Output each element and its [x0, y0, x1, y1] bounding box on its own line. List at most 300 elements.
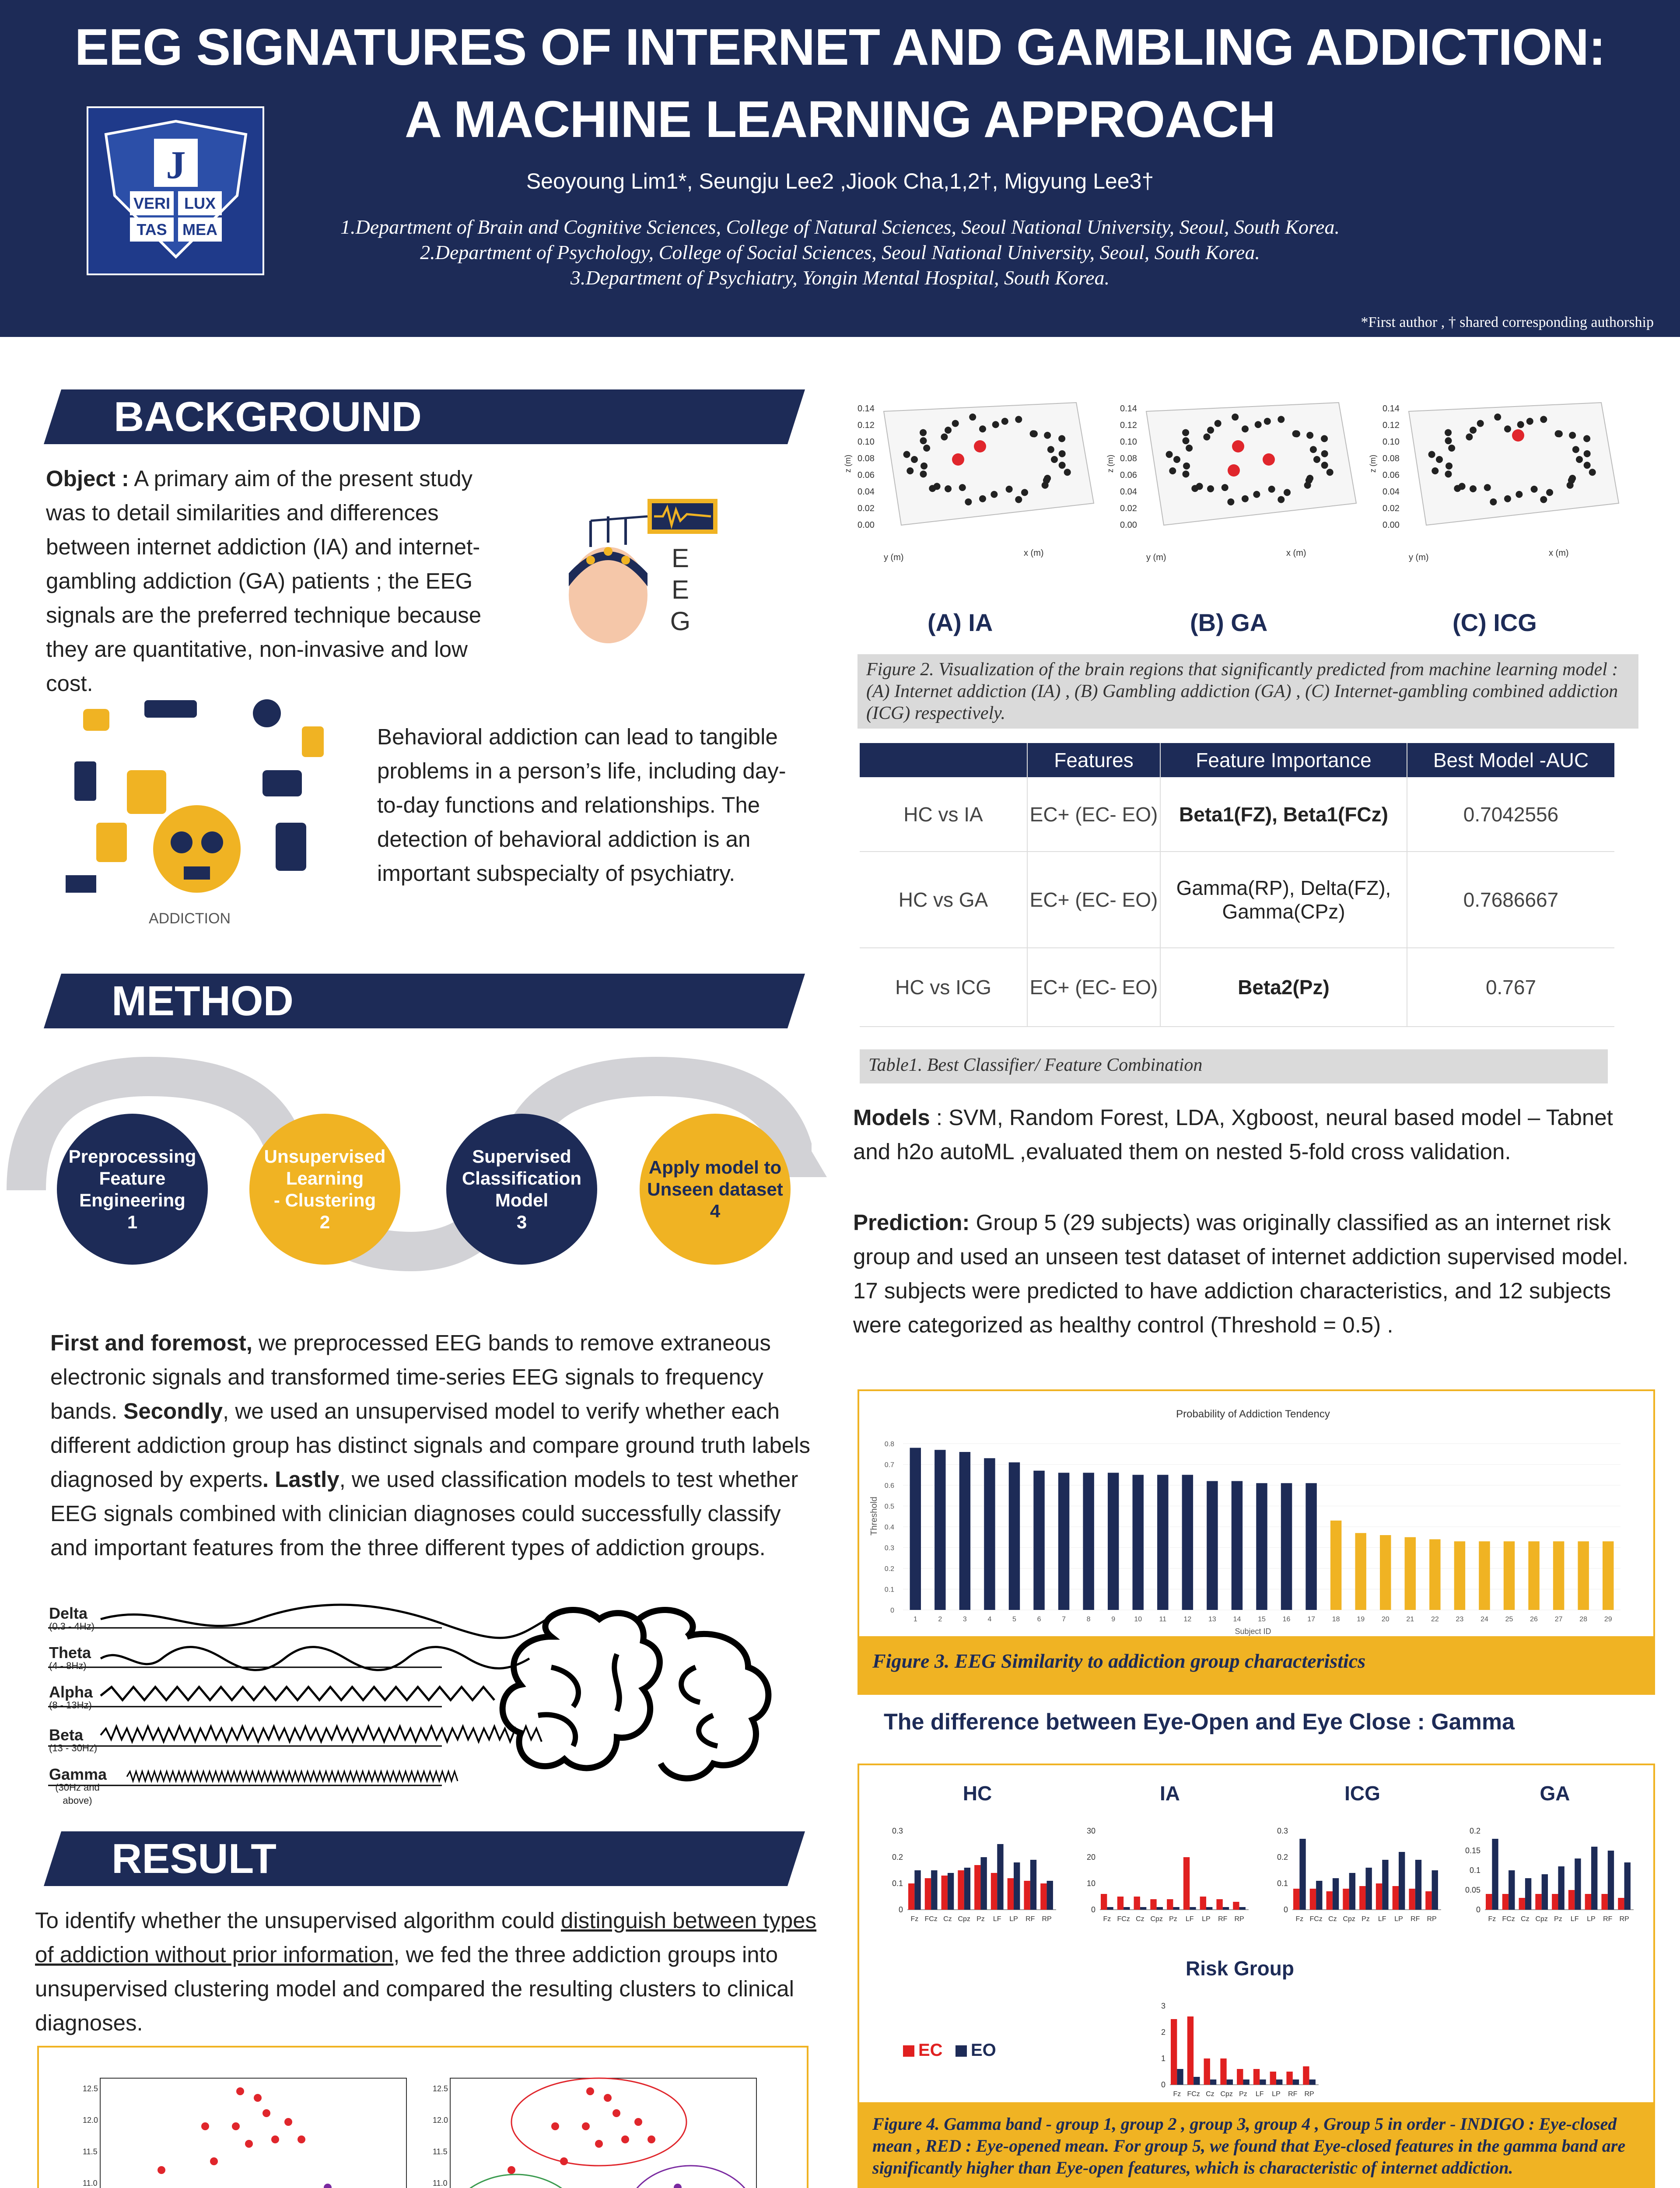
- table1: [860, 743, 1614, 1027]
- x-tick-label: 3: [962, 1616, 967, 1623]
- bar: [1479, 1541, 1490, 1610]
- electrode-dot: [1326, 469, 1334, 476]
- eo-bar: [1194, 2077, 1200, 2085]
- electrode-dot: [1470, 427, 1477, 434]
- x-tick-label: LF: [1378, 1915, 1386, 1923]
- table1-header-row: [860, 743, 1614, 777]
- bar: [1553, 1541, 1564, 1610]
- table1-header-1: Features: [1027, 743, 1160, 777]
- electrode-dot: [1306, 475, 1313, 482]
- y-tick-label: 20: [1086, 1853, 1096, 1862]
- eo-bar: [1575, 1858, 1581, 1910]
- band-alpha-range: (8 - 13Hz): [49, 1700, 92, 1711]
- y-tick-label: 0.2: [884, 1565, 894, 1573]
- y-tick-label: 0.2: [892, 1853, 903, 1862]
- logo-text-3: TAS: [136, 221, 167, 238]
- method-paragraph: [50, 1326, 816, 1565]
- y-tick-label: 0.3: [1277, 1827, 1288, 1835]
- bar: [1058, 1473, 1069, 1610]
- eo-bar: [1415, 1860, 1421, 1910]
- poster-title-line1: EEG SIGNATURES OF INTERNET AND GAMBLING ADDICTION:: [74, 18, 1606, 76]
- band-gamma-range: (30Hz and above): [55, 1782, 100, 1806]
- electrode-dot: [1526, 418, 1533, 425]
- result-paragraph: [35, 1904, 818, 2040]
- x-tick-label: 25: [1505, 1616, 1513, 1623]
- legend-swatch-ec: [903, 2045, 914, 2057]
- x-tick-label: Cz: [1136, 1915, 1144, 1923]
- method-first-bold: First and foremost,: [50, 1330, 252, 1355]
- eo-bar: [1508, 1870, 1515, 1910]
- significant-electrode: [952, 453, 964, 466]
- eeg-headset-illustration: [564, 494, 731, 652]
- x-tick-label: 12: [1183, 1616, 1192, 1623]
- eo-bar: [1124, 1907, 1130, 1910]
- significant-electrode: [1263, 453, 1275, 466]
- step3-line1: Supervised: [472, 1146, 571, 1167]
- scatter-point-red: [271, 2135, 279, 2143]
- electrode-dot: [1494, 414, 1501, 421]
- ec-bar: [974, 1865, 980, 1910]
- electrode-dot: [1042, 482, 1049, 489]
- x-tick-label: 1: [913, 1616, 917, 1623]
- step3-line4: 3: [516, 1211, 527, 1232]
- x-tick-label: RF: [1603, 1915, 1613, 1923]
- electrode-dot: [965, 498, 972, 505]
- method-step-2: [249, 1114, 400, 1265]
- x-tick-label: 21: [1406, 1616, 1414, 1623]
- y-tick-label: 0: [1161, 2080, 1166, 2089]
- table1-cell: 0.767: [1407, 948, 1614, 1027]
- authorship-note: *First author , † shared corresponding authorship: [1361, 314, 1654, 330]
- result-text-after: , we fed the three addiction groups into unsupervised clustering model and compared the resulting clusters to clinical diagnoses.: [35, 1942, 794, 2035]
- y-tick-label: 0.7: [884, 1461, 894, 1469]
- figure4-title: The difference between Eye-Open and Eye Close : Gamma: [884, 1709, 1515, 1735]
- x-tick-label: FCz: [1117, 1915, 1130, 1923]
- z-tick-label: 0.08: [858, 454, 875, 463]
- ec-bar: [1270, 2072, 1276, 2085]
- affiliation-1: 1.Department of Brain and Cognitive Sciences, College of Natural Sciences, Seoul National University, Seoul, South Korea.: [340, 216, 1340, 238]
- electrode-dot: [1445, 470, 1452, 477]
- ec-bar: [1200, 1897, 1206, 1910]
- z-tick-label: 0.14: [1120, 404, 1137, 414]
- group-title: GA: [1540, 1782, 1570, 1805]
- electrode-dot: [1567, 482, 1574, 489]
- method-step-3: [446, 1114, 597, 1265]
- x-tick-label: 2: [938, 1616, 942, 1623]
- z-tick-label: 0.02: [1382, 504, 1400, 513]
- x-tick-label: Pz: [976, 1915, 985, 1923]
- x-tick-label: 4: [987, 1616, 992, 1623]
- eo-bar: [1624, 1862, 1631, 1910]
- bar: [1182, 1475, 1193, 1610]
- electrode-dot: [1436, 456, 1443, 463]
- eo-bar: [1276, 2079, 1282, 2085]
- y-tick-label: 10: [1086, 1879, 1096, 1888]
- bar: [1256, 1483, 1267, 1610]
- electrode-dot: [1284, 489, 1291, 496]
- z-tick-label: 0.00: [1382, 520, 1400, 530]
- electrode-dot: [911, 456, 918, 463]
- z-tick-label: 0.02: [1120, 504, 1137, 513]
- eo-bar: [1210, 2079, 1216, 2085]
- ec-bar: [1187, 2016, 1194, 2085]
- table-row: [860, 852, 1614, 948]
- y-tick-label: 0.1: [884, 1586, 894, 1594]
- ec-bar: [1293, 1889, 1299, 1910]
- electrode-dot: [1058, 435, 1065, 442]
- table1-cell: HC vs ICG: [860, 948, 1027, 1027]
- x-tick-label: LF: [993, 1915, 1001, 1923]
- step1-line1: Preprocessing: [68, 1146, 196, 1167]
- electrode-dot: [1059, 462, 1066, 469]
- table1-cell: HC vs IA: [860, 777, 1027, 852]
- eo-bar: [1591, 1847, 1597, 1910]
- y-tick-label: 0: [1283, 1905, 1288, 1914]
- ec-bar: [1585, 1894, 1591, 1910]
- electrode-dot: [1203, 433, 1210, 440]
- ec-bar: [1171, 2019, 1177, 2085]
- plot-frame: [450, 2078, 756, 2188]
- y-tick-label: 12.0: [433, 2116, 448, 2125]
- z-tick-label: 0.08: [1382, 454, 1400, 463]
- x-tick-label: 16: [1282, 1616, 1291, 1623]
- x-tick-label: RP: [1427, 1915, 1437, 1923]
- z-axis-label: z (m): [1106, 455, 1115, 473]
- y-tick-label: 11.5: [83, 2147, 98, 2156]
- electrode-dot: [1242, 425, 1249, 432]
- scatter-point-red: [210, 2157, 218, 2165]
- y-tick-label: 0: [890, 1607, 894, 1614]
- step1-line3: Engineering: [79, 1189, 186, 1210]
- x-tick-label: FCz: [1502, 1915, 1515, 1923]
- y-tick-label: 1: [1161, 2054, 1166, 2063]
- y-tick-label: 0.3: [892, 1827, 903, 1835]
- x-tick-label: Cz: [1206, 2090, 1214, 2098]
- eeg-vertical-label: [667, 543, 693, 637]
- table1-cell: Gamma(RP), Delta(FZ), Gamma(CPz): [1160, 852, 1407, 948]
- y-axis-label: y (m): [1146, 553, 1166, 562]
- models-paragraph: [853, 1101, 1654, 1169]
- scatter-point-red: [612, 2109, 620, 2117]
- ec-bar: [1568, 1890, 1575, 1910]
- electrode-dot: [1321, 462, 1328, 469]
- panel-label-ia: (A) IA: [928, 609, 993, 636]
- bar: [1454, 1541, 1465, 1610]
- electrode-dot: [1321, 435, 1328, 442]
- bar: [934, 1450, 945, 1610]
- ec-bar: [1326, 1891, 1333, 1910]
- panel-label-icg: (C) ICG: [1452, 609, 1537, 636]
- eo-bar: [1333, 1878, 1339, 1910]
- electrode-dot: [1278, 496, 1284, 503]
- x-tick-label: Fz: [1488, 1915, 1496, 1923]
- y-tick-label: 12.5: [433, 2084, 448, 2093]
- x-axis-label: x (m): [1024, 548, 1044, 558]
- x-tick-label: FCz: [924, 1915, 938, 1923]
- ec-bar: [1220, 2058, 1226, 2085]
- electrode-dot: [1264, 418, 1271, 425]
- z-tick-label: 0.00: [1120, 520, 1137, 530]
- ec-bar: [1286, 2072, 1292, 2085]
- table1-header-2: Feature Importance: [1160, 743, 1407, 777]
- electrode-dot: [1445, 437, 1452, 444]
- electrode-dot: [1044, 432, 1051, 439]
- y-tick-label: 11.0: [433, 2179, 448, 2188]
- method-last-bold: . Lastly: [262, 1467, 340, 1492]
- x-axis-label: x (m): [1549, 548, 1569, 558]
- electrode-dot: [1021, 489, 1028, 496]
- z-tick-label: 0.10: [1120, 437, 1137, 447]
- ec-bar: [1134, 1897, 1140, 1910]
- x-tick-label: 13: [1208, 1616, 1216, 1623]
- authors: Seoyoung Lim1*, Seungju Lee2 ,Jiook Cha,1,2†, Migyung Lee3†: [526, 169, 1154, 193]
- bar: [1330, 1521, 1341, 1610]
- eo-bar: [1190, 1907, 1196, 1910]
- ec-bar: [958, 1870, 964, 1910]
- significant-electrode: [1512, 429, 1524, 442]
- electrode-dot: [934, 483, 941, 490]
- electrode-dot: [920, 429, 927, 436]
- bar: [1405, 1537, 1416, 1610]
- x-tick-label: RP: [1042, 1915, 1052, 1923]
- bar: [1380, 1535, 1391, 1610]
- electrode-dot: [969, 414, 976, 421]
- x-tick-label: Cz: [1521, 1915, 1530, 1923]
- electrode-dot: [1540, 416, 1547, 423]
- eo-bar: [1608, 1851, 1614, 1910]
- method-second-text: , we used an unsupervised model to verify whether each different addiction group has distinct signals and compare ground truth labels diagnosed by experts: [50, 1399, 810, 1492]
- ec-bar: [1393, 1886, 1399, 1910]
- y-axis-label: y (m): [884, 553, 904, 562]
- x-tick-label: 18: [1332, 1616, 1340, 1623]
- electrode-dot: [1182, 470, 1189, 477]
- affiliation-2: 2.Department of Psychology, College of Social Sciences, Seoul National University, Seoul, South Korea.: [420, 241, 1260, 263]
- band-beta: Beta: [49, 1726, 84, 1744]
- x-tick-label: 27: [1554, 1616, 1563, 1623]
- x-tick-label: RP: [1234, 1915, 1244, 1923]
- x-tick-label: RF: [1218, 1915, 1228, 1923]
- eo-bar: [1243, 2079, 1249, 2085]
- probability-bar-chart: [859, 1391, 1647, 1636]
- electrode-dot: [906, 467, 914, 474]
- x-tick-label: 11: [1159, 1616, 1167, 1623]
- x-tick-label: LP: [1009, 1915, 1018, 1923]
- y-tick-label: 0.15: [1465, 1846, 1480, 1855]
- electrode-dot: [1227, 498, 1234, 505]
- eeg-bands-figure: [48, 1602, 836, 1812]
- electrode-dot: [1490, 498, 1497, 505]
- bar: [1108, 1473, 1119, 1610]
- scatter-point-red: [262, 2109, 270, 2117]
- method-last-text: , we used classification models to test whether EEG signals combined with clinician diagnoses could successfully classify and important features from the three different types of addiction groups.: [50, 1467, 798, 1560]
- bar: [1528, 1541, 1539, 1610]
- logo-text-2: LUX: [184, 194, 216, 212]
- figure2-brain-plots: [844, 394, 1654, 621]
- ec-bar: [908, 1883, 914, 1910]
- ec-bar: [1303, 2066, 1309, 2085]
- electrode-dot: [1015, 416, 1022, 423]
- z-tick-label: 0.12: [1120, 421, 1137, 430]
- x-tick-label: 17: [1307, 1616, 1316, 1623]
- electrode-dot: [1044, 475, 1051, 482]
- x-tick-label: Cpz: [958, 1915, 970, 1923]
- electrode-dot: [979, 425, 986, 432]
- z-tick-label: 0.12: [1382, 421, 1400, 430]
- x-tick-label: LP: [1272, 2090, 1281, 2098]
- electrode-dot: [1459, 483, 1466, 490]
- eo-bar: [1173, 1907, 1179, 1910]
- bar: [1578, 1541, 1589, 1610]
- bar: [1281, 1483, 1292, 1610]
- electrode-dot: [1555, 430, 1562, 437]
- x-tick-label: Pz: [1362, 1915, 1370, 1923]
- panel-label-ga: (B) GA: [1190, 609, 1268, 636]
- z-tick-label: 0.04: [1382, 487, 1400, 497]
- scatter-point-red: [298, 2135, 305, 2143]
- method-heading: METHOD: [112, 978, 294, 1024]
- electrode-dot: [990, 491, 998, 498]
- eo-bar: [1206, 1907, 1212, 1910]
- electrode-dot: [1015, 496, 1022, 503]
- bar: [1009, 1462, 1020, 1610]
- ec-bar: [1552, 1894, 1558, 1910]
- electrode-dot: [1292, 430, 1299, 437]
- eo-bar: [931, 1870, 937, 1910]
- x-tick-label: LP: [1202, 1915, 1211, 1923]
- eo-bar: [1316, 1881, 1322, 1910]
- y-axis-label: Threshold: [869, 1497, 879, 1536]
- kmeans-scatter-left: [83, 2074, 415, 2188]
- ec-bar: [1101, 1894, 1107, 1910]
- electrode-dot: [1448, 445, 1455, 452]
- eo-bar: [1014, 1862, 1020, 1910]
- x-tick-label: 26: [1530, 1616, 1538, 1623]
- electrode-dot: [1047, 446, 1054, 453]
- bar: [1157, 1475, 1168, 1610]
- eo-bar: [1542, 1874, 1548, 1910]
- bar: [1207, 1481, 1218, 1610]
- x-tick-label: 15: [1258, 1616, 1266, 1623]
- x-tick-label: RF: [1410, 1915, 1420, 1923]
- table-row: [860, 777, 1614, 852]
- electrode-dot: [1242, 495, 1249, 502]
- ec-bar: [1008, 1878, 1014, 1910]
- result-text-underlined: distinguish between types of addiction without prior information: [35, 1908, 817, 1967]
- scatter-point-red: [284, 2118, 292, 2126]
- electrode-dot: [1173, 456, 1180, 463]
- eo-bar: [1140, 1907, 1146, 1910]
- y-tick-label: 3: [1161, 2002, 1166, 2010]
- eo-bar: [1558, 1866, 1564, 1910]
- y-tick-label: 0.6: [884, 1482, 894, 1490]
- ec-bar: [1204, 2058, 1210, 2085]
- scatter-point-red: [595, 2140, 603, 2148]
- eo-bar: [1030, 1860, 1036, 1910]
- y-tick-label: 0.5: [884, 1503, 894, 1511]
- y-tick-label: 0.2: [1469, 1827, 1480, 1835]
- bar: [1033, 1471, 1044, 1610]
- chart-title: Probability of Addiction Tendency: [1176, 1408, 1330, 1420]
- scatter-point-red: [232, 2122, 240, 2130]
- y-tick-label: 0.4: [884, 1524, 894, 1531]
- band-alpha: Alpha: [49, 1683, 93, 1701]
- electrode-dot: [1182, 429, 1189, 436]
- x-tick-label: 10: [1134, 1616, 1142, 1623]
- scatter-point-red: [245, 2140, 253, 2148]
- x-tick-label: RP: [1304, 2090, 1314, 2098]
- table1-cell: EC+ (EC- EO): [1027, 777, 1160, 852]
- electrode-dot: [1255, 421, 1262, 428]
- band-theta: Theta: [49, 1644, 91, 1662]
- ec-bar: [1535, 1894, 1541, 1910]
- eo-bar: [914, 1870, 920, 1910]
- x-tick-label: Cpz: [1220, 2090, 1233, 2098]
- scatter-point-red: [508, 2166, 515, 2174]
- table1-cell: Beta1(FZ), Beta1(FCz): [1160, 777, 1407, 852]
- ec-bar: [1216, 1899, 1222, 1910]
- electrode-dot: [1531, 486, 1538, 493]
- x-tick-label: 7: [1062, 1616, 1066, 1623]
- x-tick-label: Fz: [1103, 1915, 1111, 1923]
- electrode-dot: [1030, 430, 1037, 437]
- eeg-letter-g: G: [670, 607, 691, 636]
- ec-bar: [991, 1873, 997, 1910]
- eo-bar: [1492, 1839, 1498, 1910]
- method-step-4: [640, 1114, 791, 1265]
- z-tick-label: 0.14: [858, 404, 875, 414]
- models-label: Models: [853, 1105, 930, 1130]
- electrode-dot: [1584, 450, 1591, 457]
- electrode-dot: [1182, 437, 1189, 444]
- figure4-caption: Figure 4. Gamma band - group 1, group 2 , group 3, group 4 , Group 5 in order - INDIGO : Eye-closed mean , RED : Eye-opened mean. For group 5, we found that Eye-closed features in the gamma band are significantly higher than Eye-open features, which is characteristic of internet addiction.: [859, 2102, 1653, 2188]
- eo-bar: [1432, 1870, 1438, 1910]
- behavioral-addiction-paragraph: Behavioral addiction can lead to tangible problems in a person’s life, including day-to-day functions and relationships. The detection of behavioral addiction is an important subspecialty of psychiatry.: [377, 724, 786, 886]
- group-title: ICG: [1344, 1782, 1380, 1805]
- x-tick-label: Cpz: [1343, 1915, 1355, 1923]
- ec-bar: [1233, 1902, 1239, 1910]
- x-tick-label: Cpz: [1150, 1915, 1163, 1923]
- z-tick-label: 0.06: [1382, 470, 1400, 480]
- y-tick-label: 0.05: [1465, 1886, 1480, 1894]
- background-heading: BACKGROUND: [114, 393, 422, 440]
- method-first-text: we preprocessed EEG bands to remove extraneous electronic signals and transformed time-series EEG signals to frequency bands.: [50, 1330, 771, 1424]
- addiction-label: ADDICTION: [149, 910, 231, 927]
- band-beta-range: (13 - 30Hz): [49, 1743, 98, 1753]
- eo-bar: [1047, 1881, 1053, 1910]
- electrode-dot: [1169, 467, 1176, 474]
- x-tick-label: 28: [1579, 1616, 1588, 1623]
- electrode-dot: [945, 485, 952, 492]
- x-tick-label: 29: [1604, 1616, 1612, 1623]
- x-tick-label: Cpz: [1535, 1915, 1548, 1923]
- z-tick-label: 0.12: [858, 421, 875, 430]
- x-tick-label: RP: [1619, 1915, 1629, 1923]
- electrode-dot: [1214, 420, 1222, 427]
- y-tick-label: 2: [1161, 2028, 1166, 2037]
- x-tick-label: Fz: [910, 1915, 919, 1923]
- z-tick-label: 0.06: [858, 470, 875, 480]
- band-delta-range: (0.3 - 4Hz): [49, 1621, 94, 1632]
- electrode-dot: [1540, 496, 1547, 503]
- logo-text-4: MEA: [182, 221, 217, 238]
- electrode-dot: [1470, 485, 1477, 492]
- svg-text:J: J: [166, 144, 186, 187]
- ec-bar: [1409, 1889, 1415, 1910]
- electrode-dot: [1001, 418, 1008, 425]
- electrode-dot: [1183, 463, 1190, 470]
- step2-line1: Unsupervised: [264, 1146, 386, 1167]
- eo-bar: [1239, 1907, 1246, 1910]
